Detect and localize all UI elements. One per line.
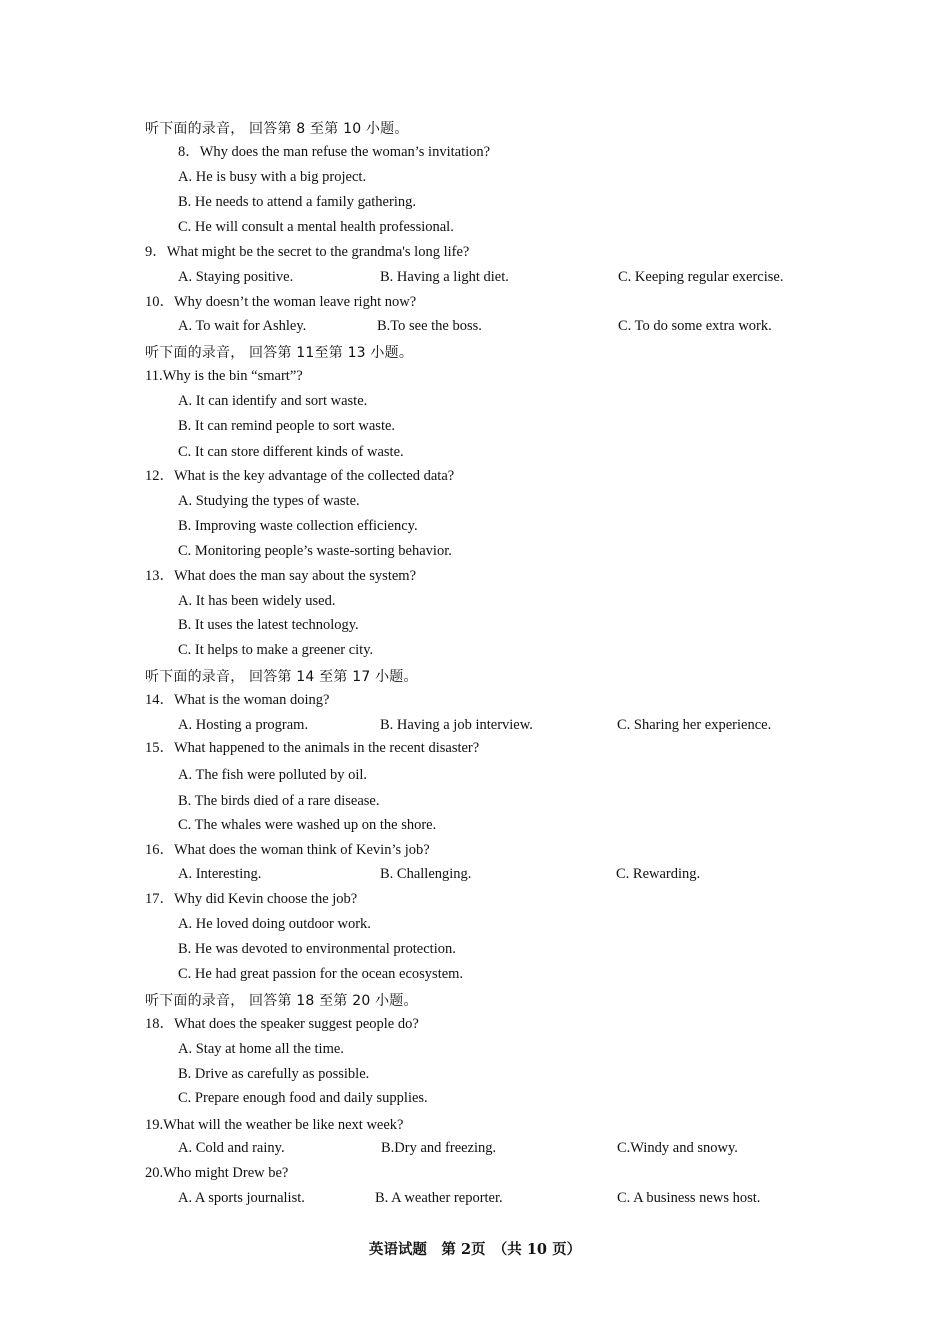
question-stem: 12．What is the key advantage of the collected data? [145,468,455,484]
option[interactable]: B. Challenging. [380,866,472,882]
option[interactable]: A. To wait for Ashley. [178,318,307,334]
option[interactable]: A. Interesting. [178,866,262,882]
option[interactable]: A. It can identify and sort waste. [178,393,368,409]
option[interactable]: B. He needs to attend a family gathering. [178,194,416,210]
option[interactable]: A. The fish were polluted by oil. [178,767,368,783]
option[interactable]: C. Monitoring people’s waste-sorting behavior. [178,543,452,559]
section-header: 听下面的录音， 回答第 8 至第 10 小题。 [145,121,409,137]
option[interactable]: C. He had great passion for the ocean ecosystem. [178,966,464,982]
option[interactable]: C. Keeping regular exercise. [618,269,784,285]
option[interactable]: B. He was devoted to environmental protection. [178,941,456,957]
option[interactable]: B. Having a job interview. [380,717,533,733]
option[interactable]: A. Staying positive. [178,269,294,285]
option[interactable]: C. It can store different kinds of waste. [178,444,404,460]
question-stem: 18．What does the speaker suggest people do? [145,1016,419,1032]
question-stem: 17．Why did Kevin choose the job? [145,891,358,907]
option[interactable]: A. A sports journalist. [178,1190,305,1206]
option[interactable]: B. It uses the latest technology. [178,617,359,633]
option[interactable]: C.Windy and snowy. [617,1140,738,1156]
option[interactable]: B.Dry and freezing. [381,1140,497,1156]
option[interactable]: C. To do some extra work. [618,318,772,334]
option[interactable]: A. Hosting a program. [178,717,309,733]
question-stem: 20.Who might Drew be? [145,1165,289,1181]
option[interactable]: B. Drive as carefully as possible. [178,1066,370,1082]
option[interactable]: B. The birds died of a rare disease. [178,793,380,809]
question-stem: 19.What will the weather be like next week? [145,1117,404,1133]
option[interactable]: A. He loved doing outdoor work. [178,916,371,932]
page-footer: 英语试题 第 2页 （共 10 页） [368,1241,582,1258]
question-stem: 9．What might be the secret to the grandma's long life? [145,244,470,260]
option[interactable]: C. Prepare enough food and daily supplies. [178,1090,428,1106]
question-stem: 10．Why doesn’t the woman leave right now? [145,294,417,310]
option[interactable]: A. Studying the types of waste. [178,493,360,509]
option[interactable]: A. It has been widely used. [178,593,336,609]
question-stem: 13．What does the man say about the system? [145,568,417,584]
question-stem: 8．Why does the man refuse the woman’s invitation? [178,144,491,160]
option[interactable]: B.To see the boss. [377,318,482,334]
option[interactable]: A. He is busy with a big project. [178,169,367,185]
question-stem: 16．What does the woman think of Kevin’s job? [145,842,430,858]
section-header: 听下面的录音， 回答第 11至第 13 小题。 [145,345,414,361]
option[interactable]: B. It can remind people to sort waste. [178,418,396,434]
option[interactable]: C. Sharing her experience. [617,717,772,733]
question-stem: 11.Why is the bin “smart”? [145,368,303,384]
option[interactable]: B. Improving waste collection efficiency. [178,518,418,534]
question-stem: 15．What happened to the animals in the recent disaster? [145,740,480,756]
option[interactable]: C. Rewarding. [616,866,701,882]
option[interactable]: C. It helps to make a greener city. [178,642,374,658]
section-header: 听下面的录音， 回答第 18 至第 20 小题。 [145,993,418,1009]
option[interactable]: C. He will consult a mental health professional. [178,219,454,235]
option[interactable]: C. A business news host. [617,1190,761,1206]
option[interactable]: B. A weather reporter. [375,1190,503,1206]
section-header: 听下面的录音， 回答第 14 至第 17 小题。 [145,669,418,685]
option[interactable]: B. Having a light diet. [380,269,509,285]
question-stem: 14．What is the woman doing? [145,692,330,708]
option[interactable]: C. The whales were washed up on the shore. [178,817,437,833]
option[interactable]: A. Cold and rainy. [178,1140,285,1156]
option[interactable]: A. Stay at home all the time. [178,1041,344,1057]
